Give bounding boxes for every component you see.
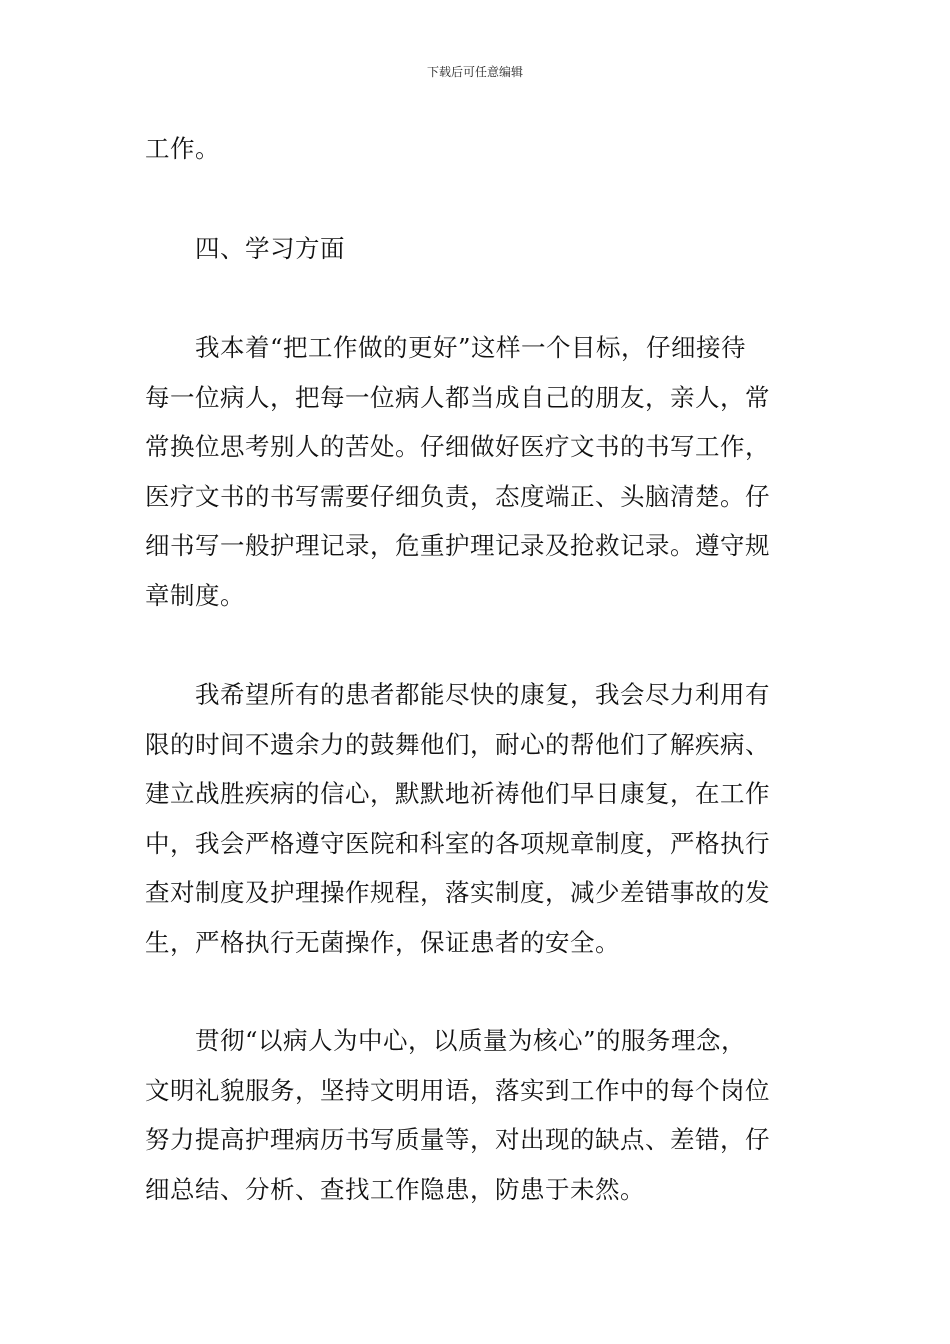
page-header: 下载后可任意编辑	[426, 65, 523, 79]
text-line: 章制度。	[145, 580, 245, 610]
text-line: 医疗文书的书写需要仔细负责，态度端正、头脑清楚。仔	[145, 481, 770, 511]
text-line: 细总结、分析、查找工作隐患，防患于未然。	[145, 1174, 645, 1204]
paragraph-2	[145, 670, 810, 967]
text-line: 生，严格执行无菌操作，保证患者的安全。	[145, 927, 620, 957]
text-line: 每一位病人，把每一位病人都当成自己的朋友，亲人，常	[145, 382, 770, 412]
text-line: 中，我会严格遵守医院和科室的各项规章制度，严格执行	[145, 828, 770, 858]
text-line: 查对制度及护理操作规程，落实制度，减少差错事故的发	[145, 878, 770, 907]
section-heading-text: 四、学习方面	[145, 234, 345, 263]
continued-text-fragment	[145, 124, 810, 174]
paragraph-1	[145, 323, 810, 620]
section-heading	[145, 224, 810, 274]
text-line: 我本着“把工作做的更好”这样一个目标，仔细接待	[145, 333, 747, 362]
text-line: 努力提高护理病历书写质量等，对出现的缺点、差错，仔	[145, 1125, 770, 1154]
text-line: 我希望所有的患者都能尽快的康复，我会尽力利用有	[145, 680, 770, 709]
text-line: 工作。	[145, 134, 220, 163]
text-line: 常换位思考别人的苦处。仔细做好医疗文书的书写工作，	[145, 432, 770, 461]
text-line: 限的时间不遗余力的鼓舞他们，耐心的帮他们了解疾病、	[145, 729, 770, 759]
text-line: 细书写一般护理记录，危重护理记录及抢救记录。遵守规	[145, 531, 770, 560]
text-line: 建立战胜疾病的信心，默默地祈祷他们早日康复，在工作	[145, 779, 770, 808]
text-line: 贯彻“以病人为中心，以质量为核心”的服务理念，	[145, 1026, 747, 1055]
text-line: 文明礼貌服务，坚持文明用语，落实到工作中的每个岗位	[145, 1075, 770, 1105]
paragraph-3	[145, 1016, 810, 1214]
